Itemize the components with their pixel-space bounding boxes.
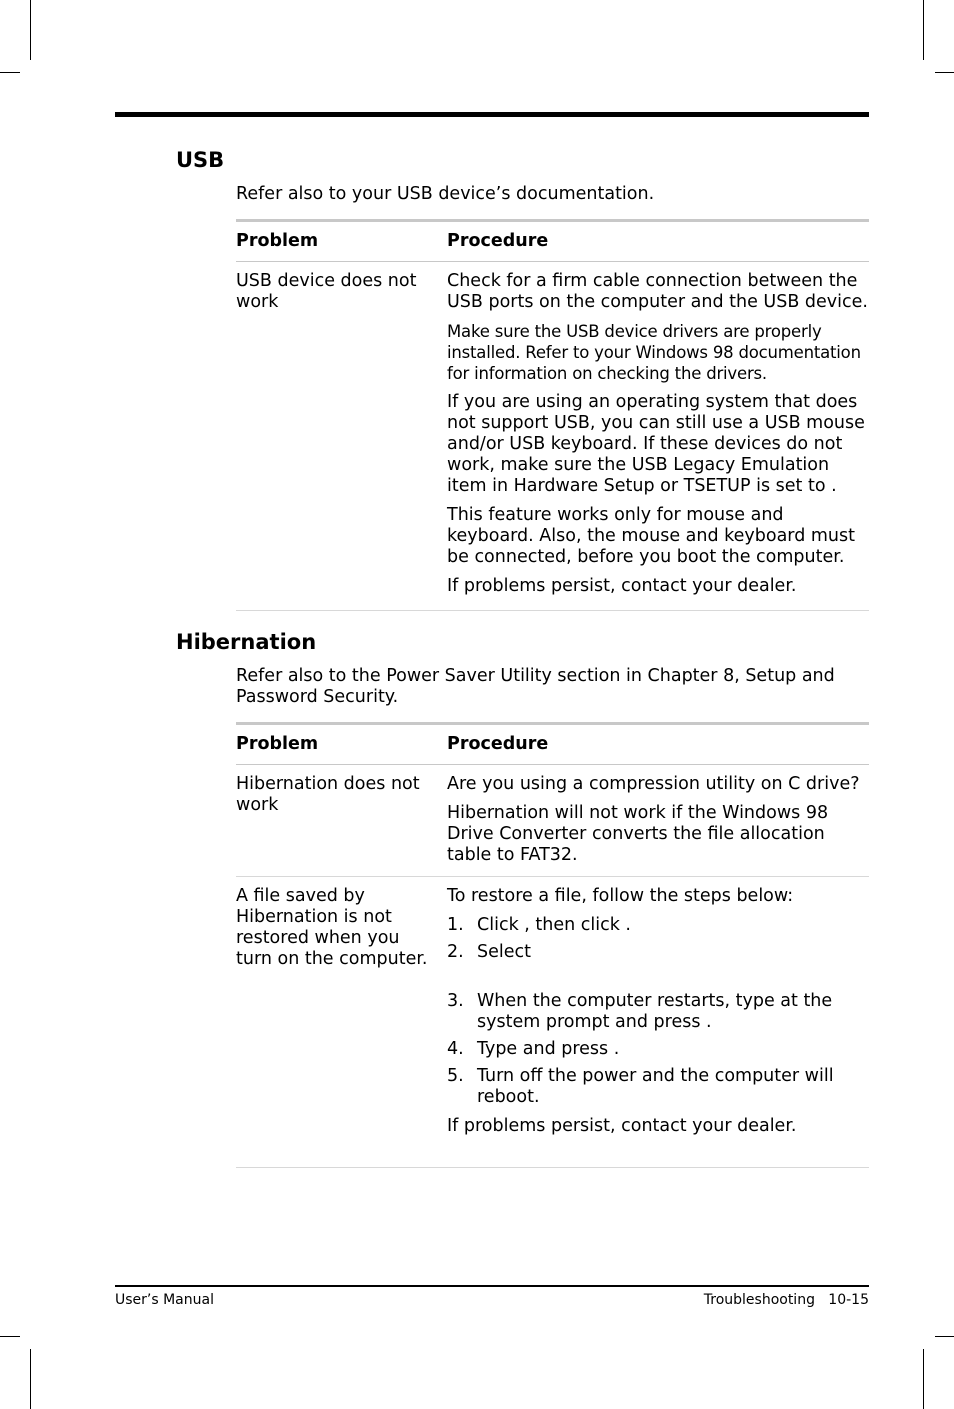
section-intro-hibernation: Refer also to the Power Saver Utility section in Chapter 8, Setup and Password Security. xyxy=(236,666,835,707)
procedure-cell xyxy=(447,886,872,1145)
step-item xyxy=(447,1066,872,1108)
section-title-hibernation: Hibernation xyxy=(176,630,317,654)
footer-left: User’s Manual xyxy=(115,1292,214,1308)
step-number: 5. xyxy=(447,1066,464,1086)
step-item xyxy=(447,991,872,1033)
step-text: Click , then click . xyxy=(477,915,631,935)
crop-mark xyxy=(935,72,954,73)
footer-rule xyxy=(115,1285,869,1287)
table-row xyxy=(236,262,869,611)
step-number: 1. xyxy=(447,915,464,935)
step-item xyxy=(447,1039,872,1060)
problem-cell: USB device does not work xyxy=(236,271,417,312)
crop-mark xyxy=(935,1336,954,1337)
procedure-text: Are you using a compression utility on C drive? xyxy=(447,774,860,794)
usb-table xyxy=(236,219,869,611)
header-procedure: Procedure xyxy=(447,231,549,251)
procedure-cell xyxy=(447,774,872,874)
crop-mark xyxy=(923,0,924,60)
hibernation-table xyxy=(236,722,869,1168)
table-row xyxy=(236,877,869,1168)
procedure-cell xyxy=(447,271,872,605)
step-text: When the computer restarts, type at the system prompt and press . xyxy=(477,991,833,1032)
header-rule xyxy=(115,112,869,117)
header-procedure: Procedure xyxy=(447,734,549,754)
problem-cell: Hibernation does not work xyxy=(236,774,420,815)
procedure-text: Make sure the USB device drivers are properly installed. Refer to your Windows 98 documentation for information on checking the drivers. xyxy=(447,322,861,383)
step-number: 2. xyxy=(447,942,464,962)
procedure-text: Check for a firm cable connection between the USB ports on the computer and the USB device. xyxy=(447,271,868,312)
footer-right: Troubleshooting 10-15 xyxy=(703,1292,869,1308)
procedure-text: To restore a file, follow the steps below: xyxy=(447,886,794,906)
procedure-text: This feature works only for mouse and keyboard. Also, the mouse and keyboard must be connected, before you boot the computer. xyxy=(447,505,855,567)
step-number: 3. xyxy=(447,991,464,1011)
procedure-text: If problems persist, contact your dealer. xyxy=(447,1116,797,1136)
table-header xyxy=(236,219,869,262)
crop-mark xyxy=(0,72,20,73)
step-number: 4. xyxy=(447,1039,464,1059)
header-problem: Problem xyxy=(236,231,319,251)
procedure-text: If you are using an operating system that does not support USB, you can still use a USB mouse and/or USB keyboard. If these devices do not work, make sure the USB Legacy Emulation item in Hardware Setup or TSETUP is set to . xyxy=(447,392,865,496)
step-item xyxy=(447,915,872,936)
header-problem: Problem xyxy=(236,734,319,754)
table-header xyxy=(236,722,869,765)
section-title-usb: USB xyxy=(176,148,225,172)
problem-cell: A file saved by Hibernation is not restored when you turn on the computer. xyxy=(236,886,428,969)
crop-mark xyxy=(30,0,31,60)
table-row xyxy=(236,765,869,877)
step-item xyxy=(447,942,872,963)
procedure-text: Hibernation will not work if the Windows 98 Drive Converter converts the file allocation table to FAT32. xyxy=(447,803,829,865)
step-text: Turn off the power and the computer will reboot. xyxy=(477,1066,834,1107)
step-text: Type and press . xyxy=(477,1039,620,1059)
crop-mark xyxy=(923,1349,924,1409)
procedure-text: If problems persist, contact your dealer. xyxy=(447,576,797,596)
crop-mark xyxy=(30,1349,31,1409)
section-intro-usb: Refer also to your USB device’s documentation. xyxy=(236,184,655,204)
crop-mark xyxy=(0,1336,20,1337)
step-text: Select xyxy=(477,942,531,962)
